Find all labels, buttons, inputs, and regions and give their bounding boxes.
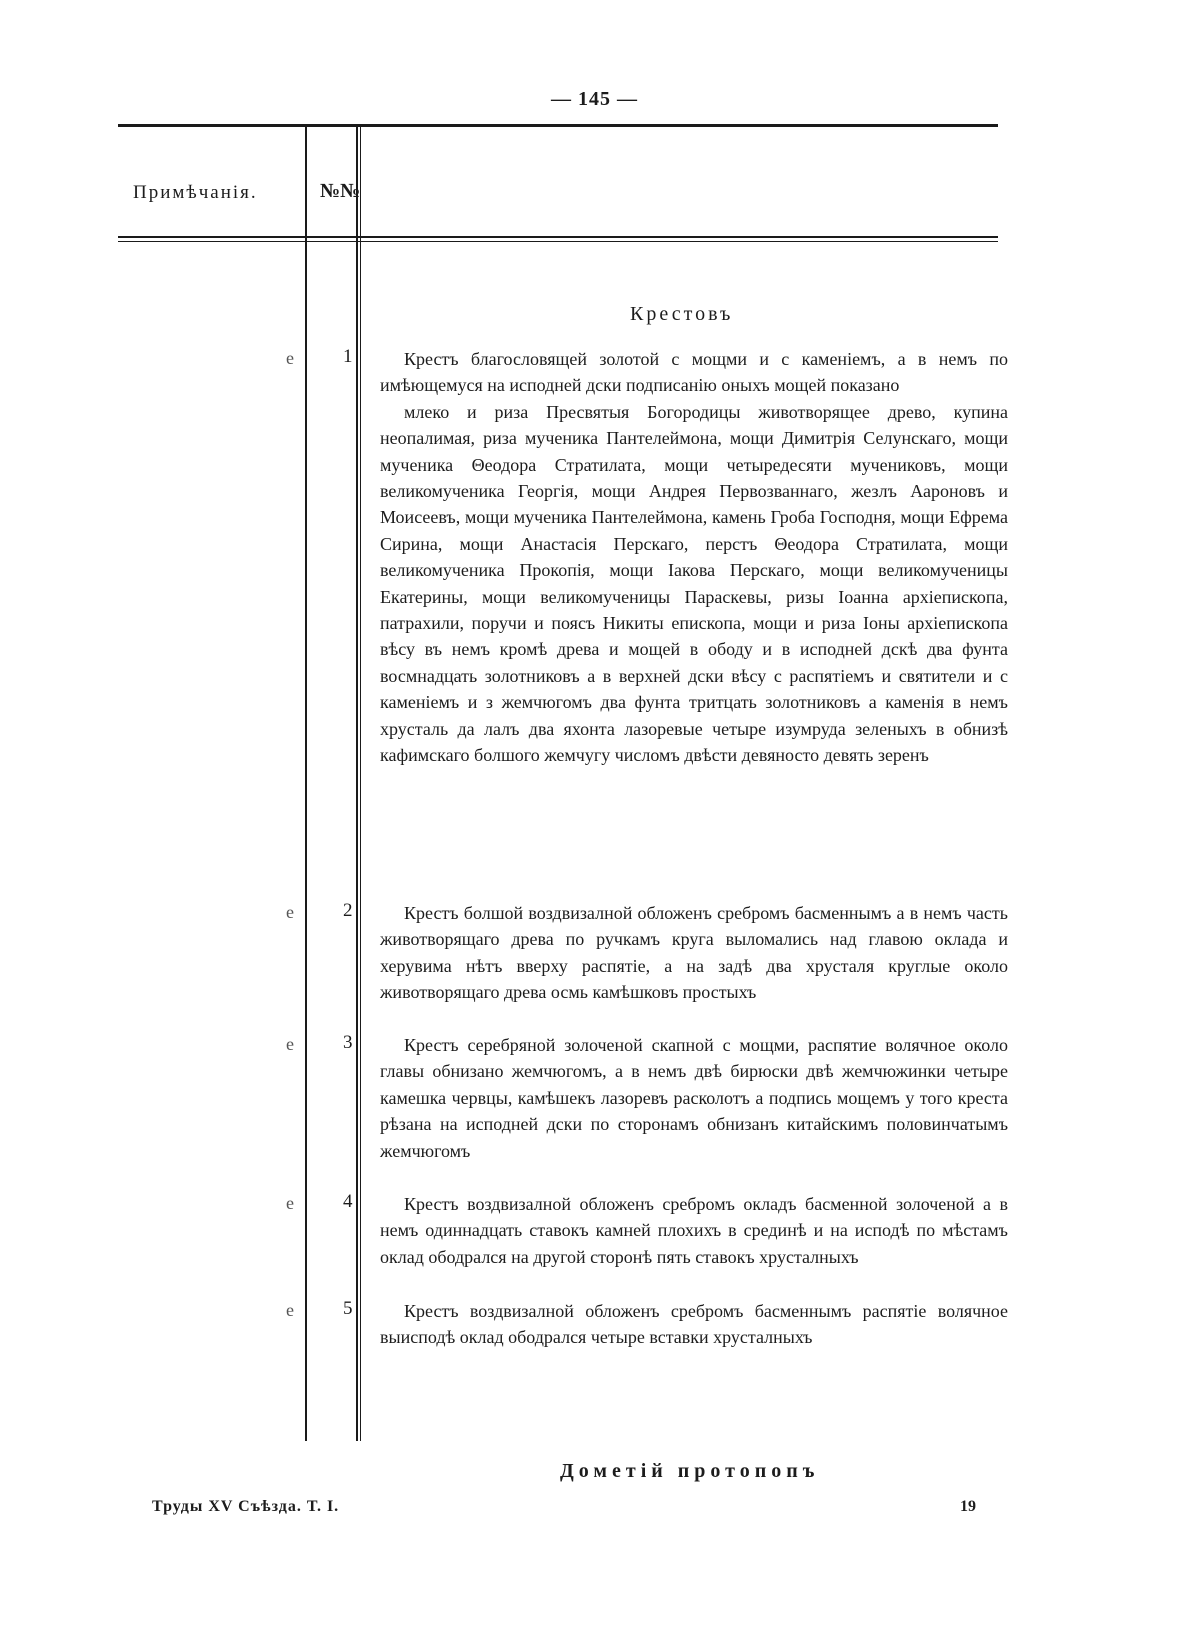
section-title: Крестовъ bbox=[630, 303, 734, 325]
entry-number: 2 bbox=[343, 900, 353, 921]
header-rule-second bbox=[118, 241, 998, 242]
column-header-notes: Примѣчанія. bbox=[133, 182, 258, 203]
entry-paragraph: Крестъ болшой воздвизалной обложенъ сребромъ басменнымъ а в немъ часть животворящаго древа по ручкамъ круга выломались над главою оклада и херувима нѣтъ вверху распятіе, а на задѣ два хрусталя круглые около животворящаго древа осмь камѣшковъ простыхъ bbox=[380, 903, 1008, 1003]
column-divider-numbers-double bbox=[360, 126, 361, 1441]
entry-paragraph: млеко и риза Пресвятыя Богородицы животворящее древо, купина неопалимая, риза мученика Пантелеймона, мощи Димитрія Селунскаго, мощи мученика Θеодора Стратилата, мощи четыредесяти мучениковъ, мощи великомученика Георгія, мощи Андрея Первозваннаго, жезлъ Аароновъ и Моисеевъ, мощи мученика Пантелеймона, камень Гроба Господня, мощи Ефрема Сирина, мощи Анастасія Перскаго, перстъ Θеодора Стратилата, мощи великомученика Прокопія, мощи Іакова Перскаго, мощи великомученицы Екатерины, мощи великомученицы Параскевы, ризы Іоанна архіепископа, патрахили, поручи и поясъ Никиты епископа, мощи и риза Іоны архіепископа вѣсу въ немъ кромѣ древа и мощей в ободу и в исподней дскѣ два фунта восмнадцать золотниковъ а в верхней дски вѣсу с распятіемъ и святители и с каменіемъ и з жемчюгомъ два фунта тритцать золотниковъ а каменія в немъ хрусталь да лалъ два яхонта лазоревые четыре изумруда зеленыхъ в обнизѣ кафимскаго болшого жемчугу числомъ двѣсти девяносто девять зеренъ bbox=[380, 401, 1008, 766]
entry-mark: е bbox=[286, 1300, 294, 1320]
entry-mark: е bbox=[286, 348, 294, 368]
entry-paragraph: Крестъ воздвизалной обложенъ сребромъ окладъ басменной золоченой а в немъ одиннадцать ставокъ камней плохихъ в срединѣ и на исподѣ по мѣстамъ оклад ободрался на другой сторонѣ пять ставокъ хрусталныхъ bbox=[380, 1194, 1008, 1267]
column-divider-numbers bbox=[356, 126, 358, 1441]
entry-mark: е bbox=[286, 902, 294, 922]
entry-text bbox=[380, 1298, 1008, 1351]
page-number: — 145 — bbox=[551, 88, 638, 110]
entry-paragraph: Крестъ серебряной золоченой скапной с мощми, распятие волячное около главы обнизано жемчюгомъ, а в немъ двѣ бирюски двѣ жемчюжинки четыре камешка червцы, камѣшекъ лазоревъ расколотъ а подпись мощемъ у того креста рѣзана на исподней дски по сторонамъ обнизанъ китайскимъ половинчатымъ жемчюгомъ bbox=[380, 1035, 1008, 1161]
footer-publication: Труды XV Съѣзда. Т. I. bbox=[152, 1498, 340, 1515]
footer-signature-mark: 19 bbox=[960, 1498, 976, 1515]
entry-number: 1 bbox=[343, 346, 353, 367]
entry-mark: е bbox=[286, 1034, 294, 1054]
entry-text bbox=[380, 900, 1008, 1006]
column-divider-notes bbox=[305, 126, 307, 1441]
entry-text bbox=[380, 1032, 1008, 1164]
entry-mark: е bbox=[286, 1193, 294, 1213]
header-rule bbox=[118, 236, 998, 238]
entry-number: 5 bbox=[343, 1298, 353, 1319]
entry-number: 4 bbox=[343, 1191, 353, 1212]
entry-paragraph: Крестъ воздвизалной обложенъ сребромъ басменнымъ распятіе волячное выисподѣ оклад ободрался четыре вставки хрусталныхъ bbox=[380, 1301, 1008, 1348]
column-header-numbers: №№ bbox=[320, 180, 361, 202]
entry-text bbox=[380, 1191, 1008, 1270]
entry-text bbox=[380, 346, 1008, 769]
top-rule bbox=[118, 124, 998, 127]
signature: Дометій протопопъ bbox=[560, 1460, 820, 1482]
entry-paragraph: Крестъ благословящей золотой с мощми и с каменіемъ, а в немъ по имѣющемуся на исподней дски подписанію оныхъ мощей показано bbox=[380, 349, 1008, 396]
entry-number: 3 bbox=[343, 1032, 353, 1053]
